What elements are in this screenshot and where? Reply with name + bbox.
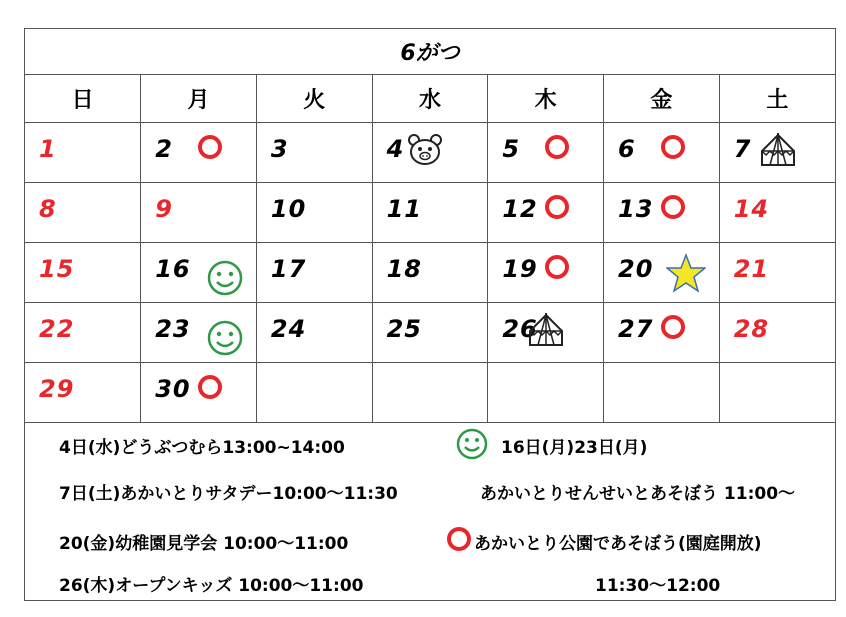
day-number: 13 [618,195,654,223]
day-number: 24 [270,315,307,343]
tent-icon [528,313,564,351]
calendar-day-cell [604,303,720,363]
calendar-day-cell [372,243,488,303]
calendar-day-cell [25,243,141,303]
smiley-icon [206,259,244,301]
day-number: 7 [733,135,752,163]
legend-tent-event: 7日(土)あかいとりサタデー10:00〜11:30 [59,484,398,504]
red-circle-icon [659,193,687,225]
day-number: 28 [733,315,770,343]
animal-face-icon [407,133,443,171]
day-number: 18 [386,255,423,283]
weekday-header: 木 [488,74,604,123]
calendar-day-cell [719,303,835,363]
day-number: 26 [502,315,538,343]
red-circle-icon [196,373,224,405]
weekday-header: 土 [719,74,835,123]
calendar-week-row [25,123,835,183]
calendar-day-cell [604,363,720,423]
calendar-day-cell [141,243,257,303]
calendar-day-cell [25,363,141,423]
calendar-day-cell [488,243,604,303]
legend-circle-event: あかいとり公園であそぼう(園庭開放) [474,534,762,554]
day-number: 20 [618,255,654,283]
weekday-header: 火 [256,74,372,123]
day-number: 1 [39,135,57,163]
red-circle-icon [543,193,571,225]
calendar-day-cell [256,303,372,363]
day-number: 3 [270,135,289,163]
legend [25,421,835,601]
red-circle-icon [659,133,687,165]
calendar-day-cell [141,183,257,243]
weekday-header-row [25,74,835,123]
calendar-day-cell [604,183,720,243]
day-number: 30 [155,375,191,403]
day-number: 25 [386,315,423,343]
weekday-header: 月 [141,74,257,123]
calendar-day-cell [372,123,488,183]
weekday-header: 日 [25,74,141,123]
calendar-frame [24,28,836,601]
tent-icon [760,133,796,171]
legend-smile-event: 16日(月)23日(月) [501,438,648,458]
calendar-day-cell [372,363,488,423]
calendar-week-row [25,183,835,243]
calendar-day-cell [488,303,604,363]
weekday-header: 金 [604,74,720,123]
day-number: 22 [39,315,75,343]
day-number: 21 [733,255,770,283]
calendar-week-row [25,303,835,363]
calendar-day-cell [604,243,720,303]
calendar-day-cell [372,183,488,243]
calendar-title: 6がつ [25,29,835,75]
day-number: 9 [155,195,173,223]
calendar-body [25,123,835,423]
legend-animal-event: 4日(水)どうぶつむら13:00~14:00 [59,438,345,458]
day-number: 6 [618,135,636,163]
day-number: 15 [39,255,75,283]
red-circle-icon [659,313,687,345]
calendar-day-cell [256,123,372,183]
calendar-day-cell [256,243,372,303]
calendar-day-cell [25,303,141,363]
calendar-grid [25,74,835,423]
star-icon [666,253,706,297]
red-circle-icon [543,253,571,285]
calendar-week-row [25,363,835,423]
calendar-day-cell [25,123,141,183]
calendar-day-cell [488,183,604,243]
day-number: 14 [733,195,770,223]
calendar-day-cell [488,363,604,423]
day-number: 2 [155,135,173,163]
calendar-day-cell [719,243,835,303]
red-circle-icon [196,133,224,165]
calendar-day-cell [719,363,835,423]
day-number: 11 [386,195,423,223]
legend-tent-event-2: 26(木)オープンキッズ 10:00〜11:00 [59,576,364,596]
calendar-day-cell [141,363,257,423]
calendar-day-cell [372,303,488,363]
calendar-day-cell [604,123,720,183]
calendar-day-cell [256,363,372,423]
legend-star-event: 20(金)幼稚園見学会 10:00〜11:00 [59,534,349,554]
day-number: 10 [270,195,307,223]
calendar-day-cell [25,183,141,243]
calendar-day-cell [141,303,257,363]
calendar-day-cell [488,123,604,183]
day-number: 19 [502,255,538,283]
day-number: 8 [39,195,57,223]
red-circle-icon [543,133,571,165]
day-number: 17 [270,255,307,283]
day-number: 27 [618,315,654,343]
day-number: 23 [155,315,191,343]
smiley-icon [455,427,489,466]
day-number: 29 [39,375,75,403]
calendar-week-row [25,243,835,303]
legend-sensei-event: あかいとりせんせいとあそぼう 11:00〜 [480,484,796,504]
day-number: 5 [502,135,521,163]
calendar-day-cell [719,123,835,183]
red-circle-icon [445,525,473,558]
day-number: 16 [155,255,191,283]
weekday-header: 水 [372,74,488,123]
day-number: 12 [502,195,538,223]
calendar-day-cell [256,183,372,243]
calendar-day-cell [719,183,835,243]
calendar-day-cell [141,123,257,183]
legend-circle-time: 11:30〜12:00 [595,576,721,596]
smiley-icon [206,319,244,361]
day-number: 4 [386,135,405,163]
